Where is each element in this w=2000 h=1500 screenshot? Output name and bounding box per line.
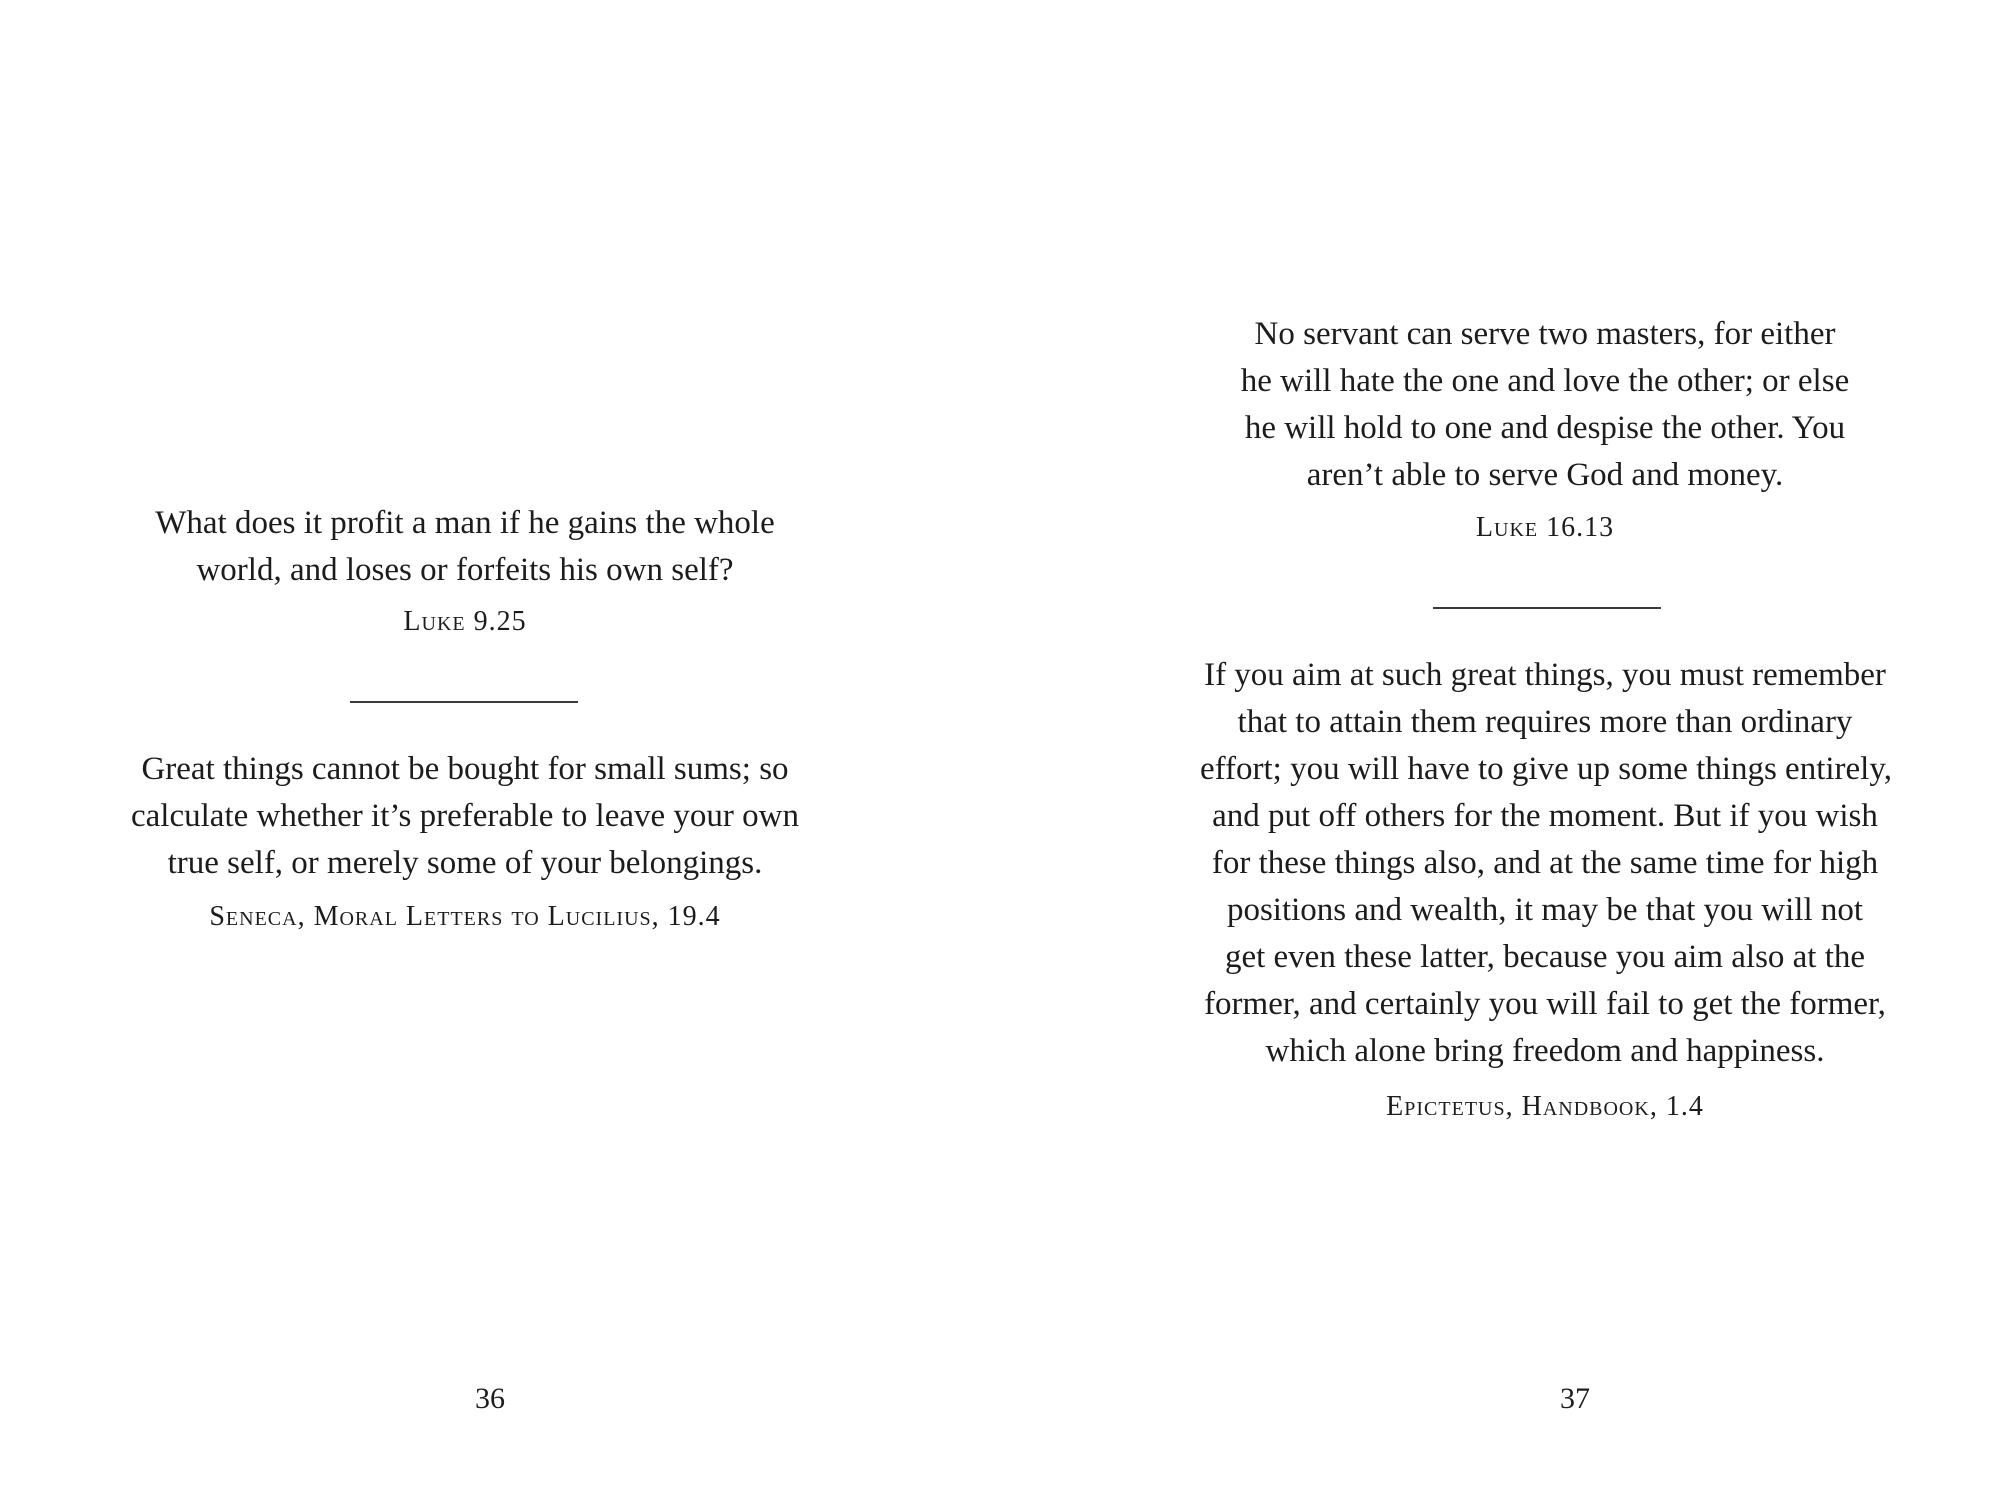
- quote-line: calculate whether it’s preferable to leave your own: [131, 798, 799, 834]
- quote-epictetus: [1200, 652, 1890, 1075]
- quote-line: What does it profit a man if he gains the whole: [155, 505, 775, 541]
- quote-line: which alone bring freedom and happiness.: [1265, 1033, 1825, 1069]
- quote-line: get even these latter, because you aim also at the: [1224, 939, 1866, 975]
- citation-seneca: Seneca, Moral Letters to Lucilius, 19.4: [209, 901, 721, 932]
- quote-seneca: [130, 746, 800, 887]
- citation-luke-9-25: Luke 9.25: [403, 606, 527, 637]
- page-number-left: 36: [475, 1382, 505, 1415]
- quote-line: former, and certainly you will fail to get the former,: [1204, 986, 1886, 1022]
- quote-line: No servant can serve two masters, for either: [1254, 316, 1836, 352]
- quote-line: for these things also, and at the same time for high: [1211, 845, 1879, 881]
- quote-line: aren’t able to serve God and money.: [1306, 457, 1784, 493]
- quote-line: that to attain them requires more than ordinary: [1237, 704, 1853, 740]
- quote-line: Great things cannot be bought for small sums; so: [141, 751, 789, 787]
- citation-epictetus: Epictetus, Handbook, 1.4: [1386, 1091, 1704, 1122]
- quote-line: effort; you will have to give up some things entirely,: [1200, 751, 1892, 787]
- quote-line: he will hate the one and love the other; or else: [1240, 363, 1850, 399]
- quote-luke-16-13: [1200, 311, 1890, 499]
- section-divider: [350, 701, 578, 703]
- right-page: [1000, 0, 2000, 1500]
- citation-luke-16-13: Luke 16.13: [1475, 512, 1615, 543]
- quote-line: true self, or merely some of your belongings.: [167, 845, 763, 881]
- quote-line: he will hold to one and despise the other. You: [1244, 410, 1846, 446]
- quote-luke-9-25: [140, 500, 790, 594]
- page-number-right: 37: [1560, 1382, 1590, 1415]
- quote-line: and put off others for the moment. But if you wish: [1212, 798, 1878, 834]
- quote-line: If you aim at such great things, you must remember: [1204, 657, 1886, 693]
- section-divider: [1433, 607, 1661, 609]
- quote-line: world, and loses or forfeits his own self?: [196, 552, 734, 588]
- quote-line: positions and wealth, it may be that you will not: [1226, 892, 1864, 928]
